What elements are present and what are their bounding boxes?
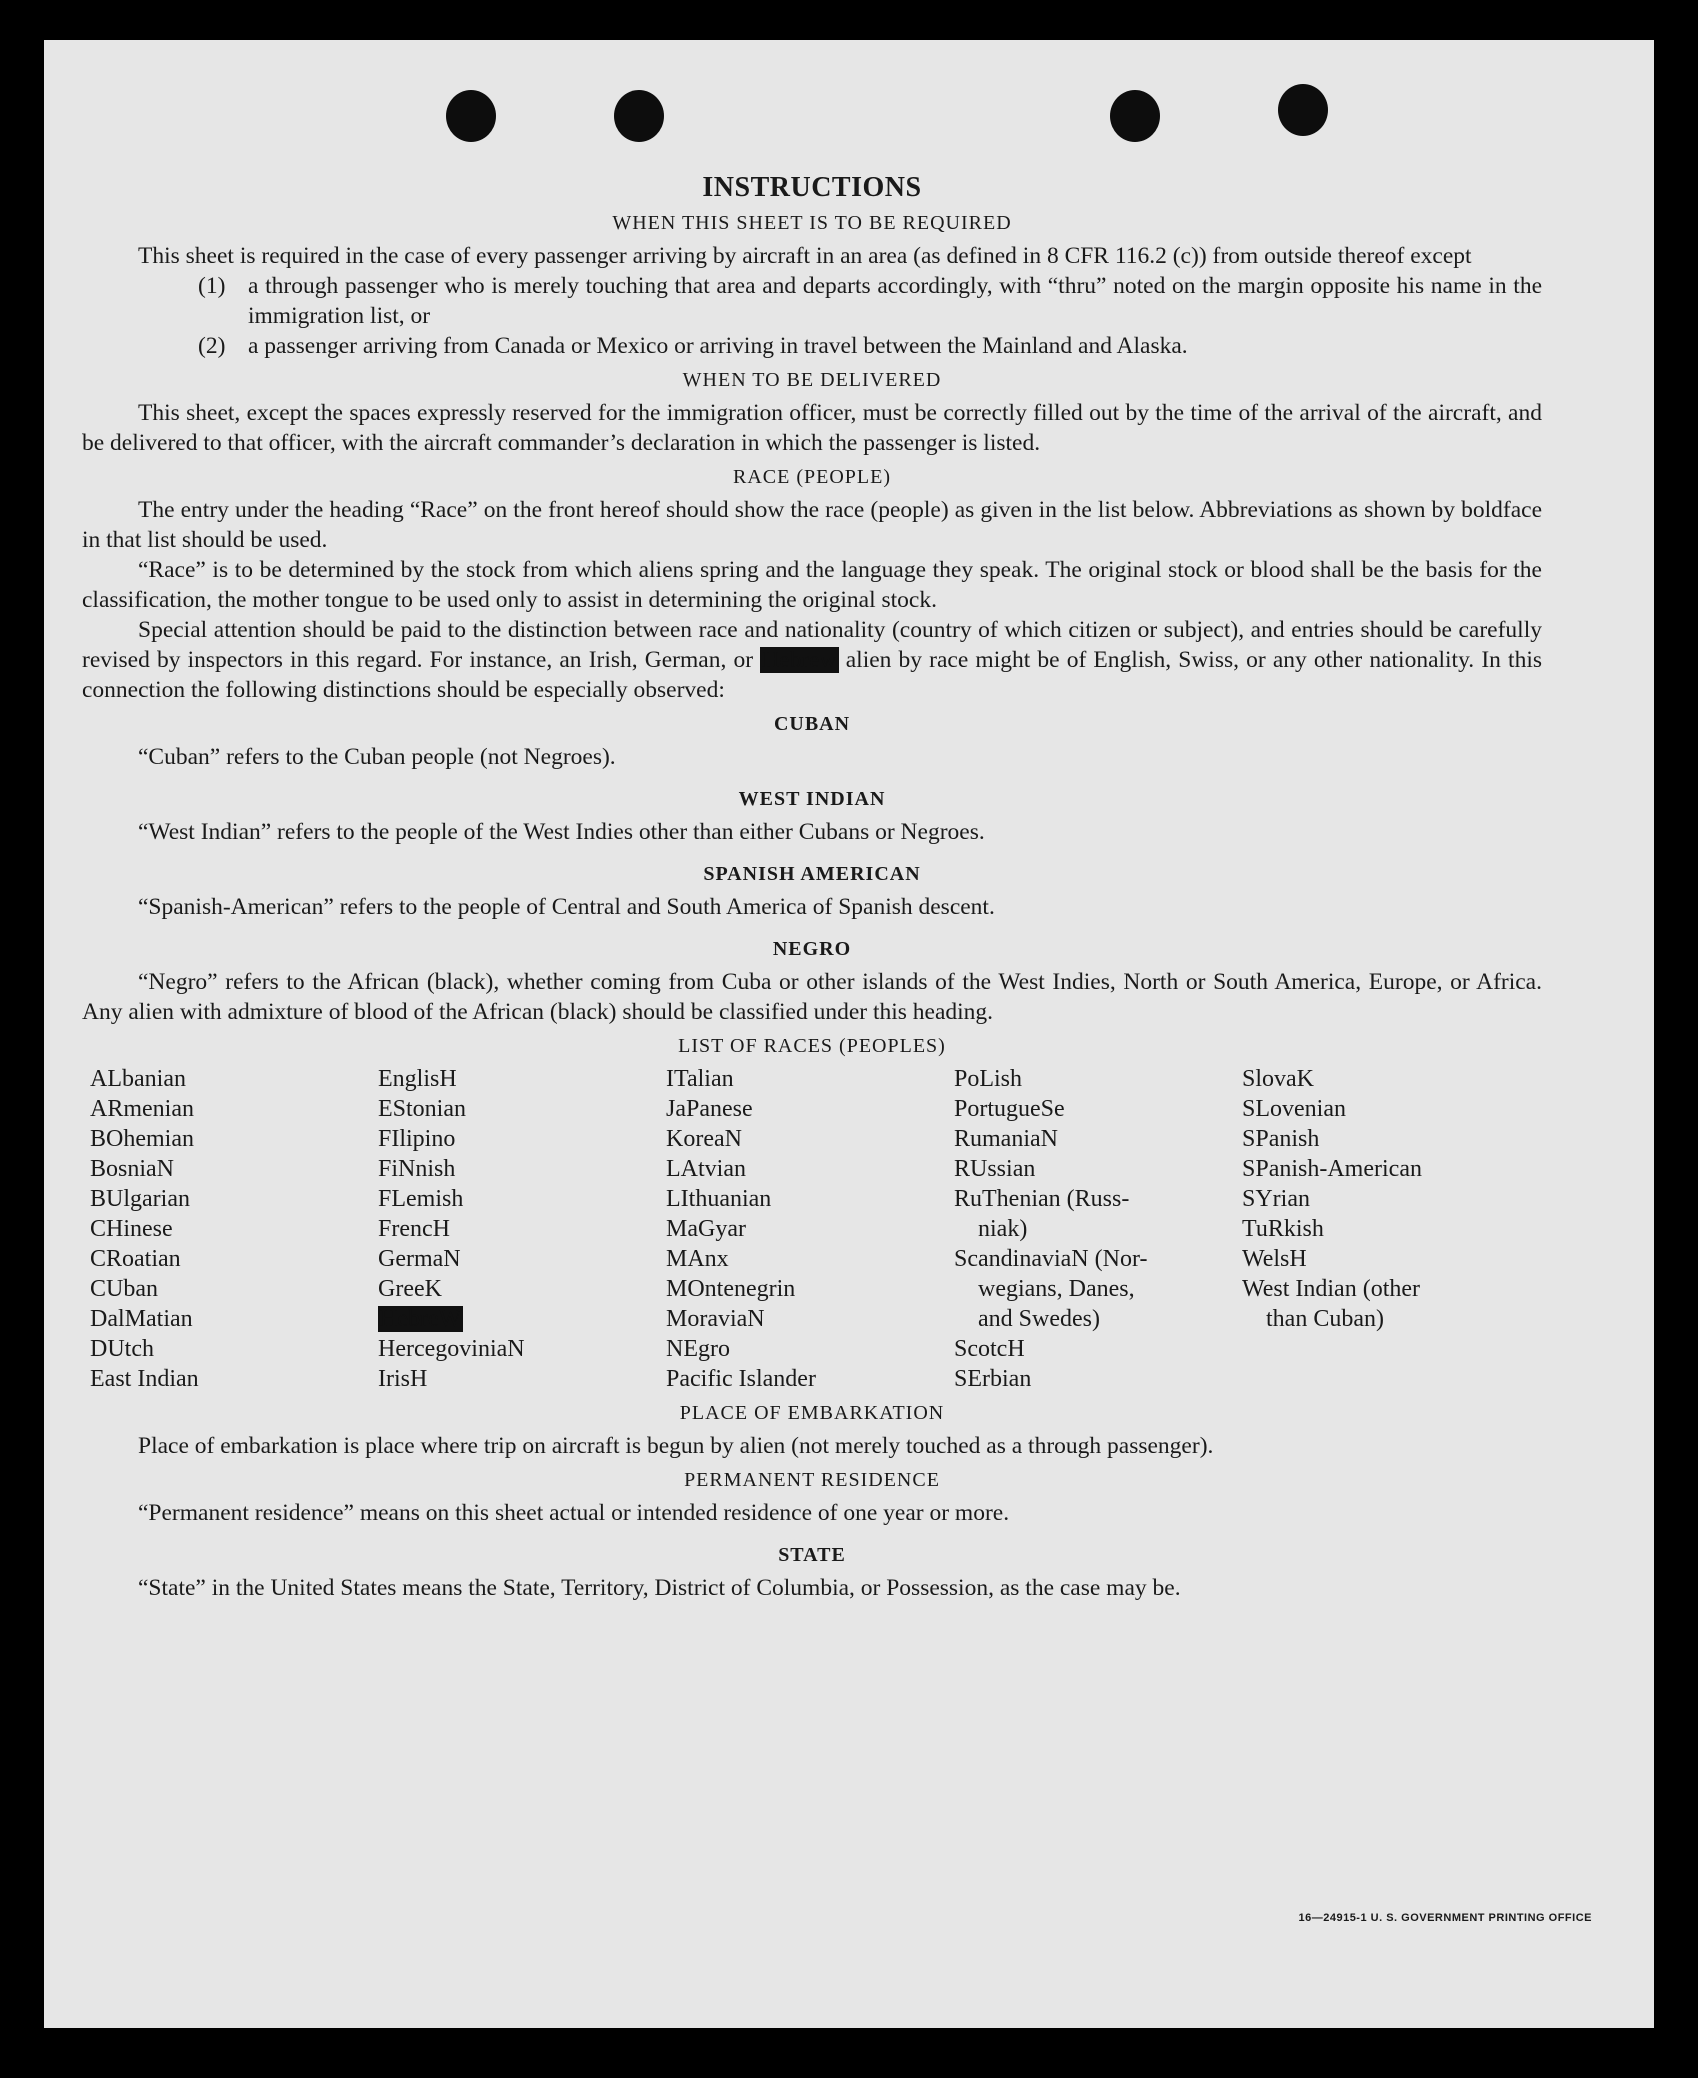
race-entry: BosniaN xyxy=(90,1156,174,1182)
item-text: a through passenger who is merely touching that area and departs accordingly, with “thru” noted on the margin opposite his name in the immigration list, or xyxy=(248,273,1542,329)
section-heading: RACE (PEOPLE) xyxy=(733,466,891,488)
race-entry: SYrian xyxy=(1242,1186,1310,1212)
race-entry: CRoatian xyxy=(90,1246,181,1272)
paragraph: “Cuban” refers to the Cuban people (not Negroes). xyxy=(138,744,616,770)
paragraph: “Spanish-American” refers to the people of Central and South America of Spanish descent. xyxy=(138,894,995,920)
paragraph: “Race” is to be determined by the stock from which aliens spring and the language they speak. The original stock or blood shall be the basis for the classification, the mother tongue to be used only to assist in determining the original stock. xyxy=(82,557,1542,613)
race-entry: WelsH xyxy=(1242,1246,1307,1272)
race-entry: LAtvian xyxy=(666,1156,746,1182)
race-entry: BUlgarian xyxy=(90,1186,190,1212)
races-column xyxy=(90,1064,378,1394)
race-entry: PoLish xyxy=(954,1066,1023,1092)
race-entry: FrencH xyxy=(378,1216,450,1242)
race-entry: CUban xyxy=(90,1276,158,1302)
paragraph: This sheet, except the spaces expressly reserved for the immigration officer, must be correctly filled out by the time of the arrival of the aircraft, and be delivered to that officer, with the aircraft commander’s declaration in which the passenger is listed. xyxy=(82,400,1542,456)
paragraph xyxy=(82,615,1542,705)
race-entry: JaPanese xyxy=(666,1096,753,1122)
race-entry: PortugueSe xyxy=(954,1096,1065,1122)
punch-hole xyxy=(446,90,496,142)
paragraph: “Permanent residence” means on this sheet actual or intended residence of one year or more. xyxy=(138,1500,1010,1526)
race-entry: BOhemian xyxy=(90,1126,194,1152)
paragraph: “State” in the United States means the State, Territory, District of Columbia, or Possession, as the case may be. xyxy=(138,1575,1181,1601)
race-entry: ITalian xyxy=(666,1066,734,1092)
section-heading: LIST OF RACES (PEOPLES) xyxy=(678,1035,946,1057)
race-entry: FiNnish xyxy=(378,1156,456,1182)
section-heading: NEGRO xyxy=(772,938,852,960)
race-entry-redacted: HebreW xyxy=(380,1306,462,1332)
races-column xyxy=(1242,1064,1530,1394)
race-entry-continued: niak) xyxy=(978,1216,1028,1242)
race-entry-continued: than Cuban) xyxy=(1266,1306,1384,1332)
paragraph: The entry under the heading “Race” on the front hereof should show the race (people) as given in the list below. Abbreviations as shown by boldface in that list should be used. xyxy=(82,497,1542,553)
races-column xyxy=(378,1064,666,1394)
race-entry: IrisH xyxy=(378,1366,428,1392)
race-entry: West Indian (other xyxy=(1242,1276,1421,1302)
race-entry: TuRkish xyxy=(1242,1216,1324,1242)
exception-list xyxy=(82,271,1542,361)
race-entry: GreeK xyxy=(378,1276,442,1302)
race-entry: East Indian xyxy=(90,1366,199,1392)
document-sheet xyxy=(44,40,1654,2028)
redacted-word: Hebrew xyxy=(762,647,837,673)
section-heading: SPANISH AMERICAN xyxy=(703,863,921,885)
punch-hole xyxy=(614,90,664,142)
text-run: alien by race might be of English, Swiss, or any other nationality. In this connection the following distinctions should be especially observed: xyxy=(82,647,1542,703)
section-heading: WEST INDIAN xyxy=(738,788,886,810)
page-title: INSTRUCTIONS xyxy=(702,172,922,203)
race-entry: SPanish-American xyxy=(1242,1156,1422,1182)
race-entry-continued: wegians, Danes, xyxy=(978,1276,1135,1302)
races-column xyxy=(666,1064,954,1394)
printing-office-code: 16—24915-1 U. S. GOVERNMENT PRINTING OFFICE xyxy=(1298,1912,1592,1924)
item-number: (1) xyxy=(198,273,226,299)
race-entry: DUtch xyxy=(90,1336,154,1362)
race-entry: RumaniaN xyxy=(954,1126,1058,1152)
section-heading: PLACE OF EMBARKATION xyxy=(679,1402,945,1424)
race-entry: HercegoviniaN xyxy=(378,1336,525,1362)
race-entry-continued: and Swedes) xyxy=(978,1306,1100,1332)
punch-hole xyxy=(1110,90,1160,142)
list-item xyxy=(198,331,1542,361)
race-entry: MoraviaN xyxy=(666,1306,765,1332)
section-heading: STATE xyxy=(778,1544,846,1566)
race-entry: Pacific Islander xyxy=(666,1366,816,1392)
race-entry: CHinese xyxy=(90,1216,173,1242)
race-entry: MAnx xyxy=(666,1246,729,1272)
section-heading: CUBAN xyxy=(773,713,851,735)
race-entry: FIlipino xyxy=(378,1126,456,1152)
instructions-content xyxy=(82,172,1542,1603)
section-heading: WHEN TO BE DELIVERED xyxy=(682,369,942,391)
section-heading: WHEN THIS SHEET IS TO BE REQUIRED xyxy=(612,212,1012,234)
race-entry: MOntenegrin xyxy=(666,1276,796,1302)
race-entry: LIthuanian xyxy=(666,1186,772,1212)
paragraph: “Negro” refers to the African (black), whether coming from Cuba or other islands of the West Indies, North or South America, Europe, or Africa. Any alien with admixture of blood of the African (black) should be classified under this heading. xyxy=(82,969,1542,1025)
race-entry: ALbanian xyxy=(90,1066,186,1092)
race-entry: EStonian xyxy=(378,1096,466,1122)
race-entry: SPanish xyxy=(1242,1126,1320,1152)
race-entry: SLovenian xyxy=(1242,1096,1346,1122)
race-entry: ARmenian xyxy=(90,1096,194,1122)
race-entry: SlovaK xyxy=(1242,1066,1314,1092)
text-run: Special attention should be paid to the distinction between race and nationality (country of which citizen or subject), and entries should be carefully revised by inspectors in this regard. For instance, an Irish, German, or xyxy=(82,617,1542,673)
race-entry: RuThenian (Russ- xyxy=(954,1186,1130,1212)
races-column xyxy=(954,1064,1242,1394)
item-text: a passenger arriving from Canada or Mexico or arriving in travel between the Mainland and Alaska. xyxy=(248,333,1188,359)
race-entry: NEgro xyxy=(666,1336,730,1362)
punch-hole xyxy=(1278,84,1328,136)
paragraph: Place of embarkation is place where trip on aircraft is begun by alien (not merely touched as a through passenger). xyxy=(138,1433,1214,1459)
race-entry: KoreaN xyxy=(666,1126,742,1152)
item-number: (2) xyxy=(198,333,226,359)
section-heading: PERMANENT RESIDENCE xyxy=(684,1469,940,1491)
list-item xyxy=(198,271,1542,331)
race-entry: EnglisH xyxy=(378,1066,457,1092)
race-entry: ScandinaviaN (Nor- xyxy=(954,1246,1148,1272)
paragraph: “West Indian” refers to the people of the West Indies other than either Cubans or Negroes. xyxy=(138,819,985,845)
race-entry: GermaN xyxy=(378,1246,461,1272)
race-entry: ScotcH xyxy=(954,1336,1025,1362)
race-entry: SErbian xyxy=(954,1366,1032,1392)
race-entry: MaGyar xyxy=(666,1216,746,1242)
races-list xyxy=(90,1064,1542,1394)
race-entry: DalMatian xyxy=(90,1306,193,1332)
race-entry: RUssian xyxy=(954,1156,1036,1182)
paragraph: This sheet is required in the case of every passenger arriving by aircraft in an area (as defined in 8 CFR 116.2 (c)) from outside thereof except xyxy=(138,243,1472,269)
race-entry: FLemish xyxy=(378,1186,464,1212)
